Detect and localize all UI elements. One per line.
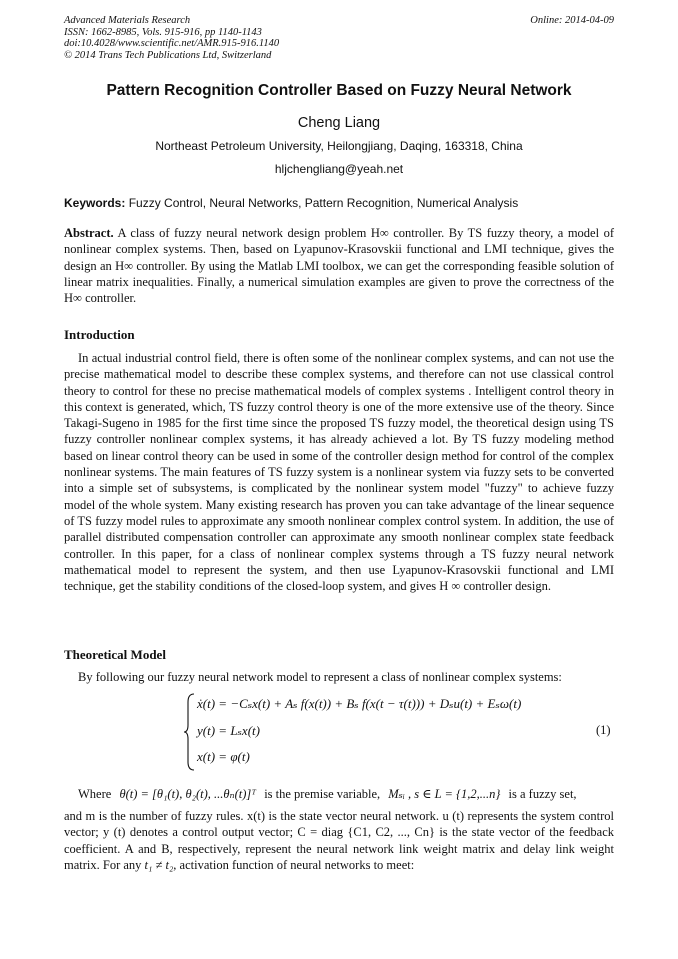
copyright-line: © 2014 Trans Tech Publications Ltd, Switzerland [64, 49, 272, 61]
abstract-paragraph [64, 225, 614, 306]
doi-line: doi:10.4028/www.scientific.net/AMR.915-916.1140 [64, 38, 280, 49]
affiliation: Northeast Petroleum University, Heilongjiang, Daqing, 163318, China [155, 139, 523, 153]
where-rest-text: and m is the number of fuzzy rules. x(t) is the state vector neural network. u (t) represents the system control vector; y (t) denotes a control output vector; C = diag {C1, C2, ..., Cn} is the state vector of the feedback coefficient. A and B, respectively, represent the neural network link weight matrix and delay link weight matrix. For any [64, 809, 614, 872]
fuzzy-set-text: is a fuzzy set, [508, 787, 577, 801]
equation-brace [183, 692, 197, 772]
keywords-text: Fuzzy Control, Neural Networks, Pattern Recognition, Numerical Analysis [128, 196, 519, 210]
journal-name: Advanced Materials Research [64, 15, 191, 26]
journal-header [64, 15, 279, 61]
where-word: Where [78, 787, 112, 801]
equation-1 [183, 692, 623, 772]
t-inequality: t₁ ≠ t₂ [144, 857, 174, 872]
theta-definition: θ(t) = [θ₁(t), θ₂(t), ...θₙ(t)]ᵀ [119, 787, 257, 801]
where-line [64, 786, 614, 802]
author-name: Cheng Liang [297, 115, 381, 131]
where-continuation [64, 808, 614, 873]
online-date: Online: 2014-04-09 [530, 15, 614, 26]
equation-state-line: ẋ(t) = −Cₛx(t) + Aₛ f(x(t)) + Bₛ f(x(t − τ(t))) + Dₛu(t) + Eₛω(t) [197, 696, 522, 711]
author-email: hljchengliang@yeah.net [274, 162, 404, 176]
paper-title: Pattern Recognition Controller Based on Fuzzy Neural Network [106, 82, 572, 99]
model-lead-sentence: By following our fuzzy neural network model to represent a class of nonlinear complex systems: [78, 670, 562, 684]
introduction-paragraph: In actual industrial control field, there is often some of the nonlinear complex systems, and can not use the precise mathematical model to describe these complex systems, and therefore can not use classical control theory to control for these no precise mathematical models of complex systems . Intelligent control theory in this context is generated, which, TS fuzzy control theory is one of the more extensive use of the theory. Since Takagi-Sugeno in 1985 for the first time since the proposed TS fuzzy model, the theoretical design using TS fuzzy controller nonlinear complex systems, it has already achieved a lot. By TS fuzzy modeling method based on linear control theory can be used in some of the controller design method for control of the complex nonlinear systems. The main features of TS fuzzy system is a nonlinear system via fuzzy sets to be converted into a simple set of subsystems, is complicated by the nonlinear system model "fuzzy" to achieve fuzzy model of the whole system. Many existing research has proven you can take advantage of the linear sequence of TS fuzzy model rules to approximate any smooth nonlinear complex control system. In addition, the use of parallel distributed compensation controller can approximate any smooth nonlinear complex state feedback controller. In this paper, for a class of nonlinear complex systems through a TS fuzzy neural network mathematical model to represent the system, and then use Lyapunov-Krasovskii functional and LMI technique, get the stability conditions of the closed-loop system, and gives H ∞ controller design. [64, 351, 614, 594]
membership-definition: Mₛᵢ , s ∈ L = {1,2,...n} [388, 787, 501, 801]
equation-initial-line: x(t) = φ(t) [197, 749, 250, 764]
abstract-label: Abstract. [64, 226, 114, 240]
keywords-line [64, 196, 518, 210]
keywords-label: Keywords: [64, 196, 126, 210]
abstract-text: A class of fuzzy neural network design problem H∞ controller. By TS fuzzy theory, a model of nonlinear complex systems. Then, based on Lyapunov-Krasovskii functional and LMI technique, gives the design an H∞ controller. By using the Matlab LMI toolbox, we can get the corresponding feasible solution of linear matrix inequalities. Finally, a numerical simulation examples are given to prove the correctness of the H∞ controller. [64, 226, 615, 306]
equation-output-line: y(t) = Lₛx(t) [197, 723, 260, 738]
issn-line: ISSN: 1662-8985, Vols. 915-916, pp 1140-1143 [64, 26, 262, 38]
theoretical-model-heading: Theoretical Model [64, 647, 166, 662]
introduction-heading: Introduction [64, 327, 135, 342]
activation-text: , activation function of neural networks to meet: [173, 857, 415, 872]
premise-text: is the premise variable, [264, 787, 381, 801]
equation-number: (1) [596, 723, 611, 737]
